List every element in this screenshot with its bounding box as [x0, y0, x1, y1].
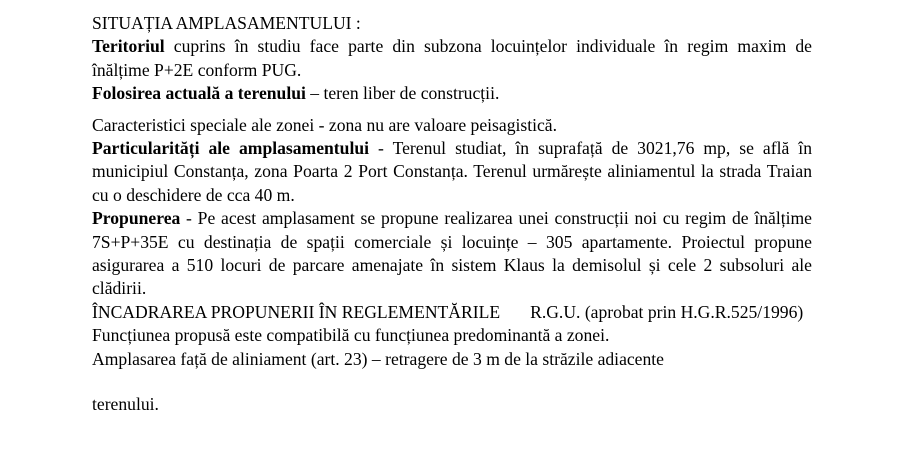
framing-paragraph: [92, 301, 812, 324]
placement-paragraph: Amplasarea față de aliniament (art. 23) – retragere de 3 m de la străzile adiacente: [92, 348, 664, 369]
territory-label: Teritoriul: [92, 36, 165, 57]
territory-paragraph: [92, 35, 812, 82]
tail-word: terenului.: [92, 394, 159, 415]
special-features-paragraph: Caracteristici speciale ale zonei - zona nu are valoare peisagistică.: [92, 114, 558, 135]
proposal-text: - Pe acest amplasament se propune realizarea unei construcții noi cu regim de înălțime 7S+P+35E cu destinația de spații comerciale și locuințe – 305 apartamente. Proiectul propune asigurarea a 510 locuri de parcare amenajate în sistem Klaus la demisolul și cele 2 subsoluri ale clădirii.: [92, 208, 812, 299]
particularities-label: Particularități ale amplasamentului: [92, 138, 370, 159]
framing-rest: R.G.U. (aprobat prin H.G.R.525/1996): [530, 301, 804, 322]
current-use-paragraph: [92, 82, 812, 105]
current-use-text: – teren liber de construcții.: [305, 83, 500, 104]
section-heading: SITUAȚIA AMPLASAMENTULUI :: [92, 13, 361, 33]
framing-title: ÎNCADRAREA PROPUNERII ÎN REGLEMENTĂRILE: [92, 301, 501, 322]
function-paragraph: Funcțiunea propusă este compatibilă cu funcțiunea predominantă a zonei.: [92, 325, 610, 346]
territory-text: cuprins în studiu face parte din subzona locuințelor individuale în regim maxim de înălțime P+2E conform PUG.: [92, 36, 812, 80]
document-body: [92, 12, 812, 417]
current-use-label: Folosirea actuală a terenului: [92, 83, 306, 104]
proposal-label: Propunerea: [92, 208, 181, 229]
particularities-paragraph: [92, 137, 812, 207]
particularities-text: - Terenul studiat, în suprafață de 3021,76 mp, se află în municipiul Constanța, zona Poarta 2 Port Constanța. Terenul urmărește aliniamentul la strada Traian cu o deschidere de cca 40 m.: [92, 138, 812, 205]
proposal-paragraph: [92, 207, 812, 301]
